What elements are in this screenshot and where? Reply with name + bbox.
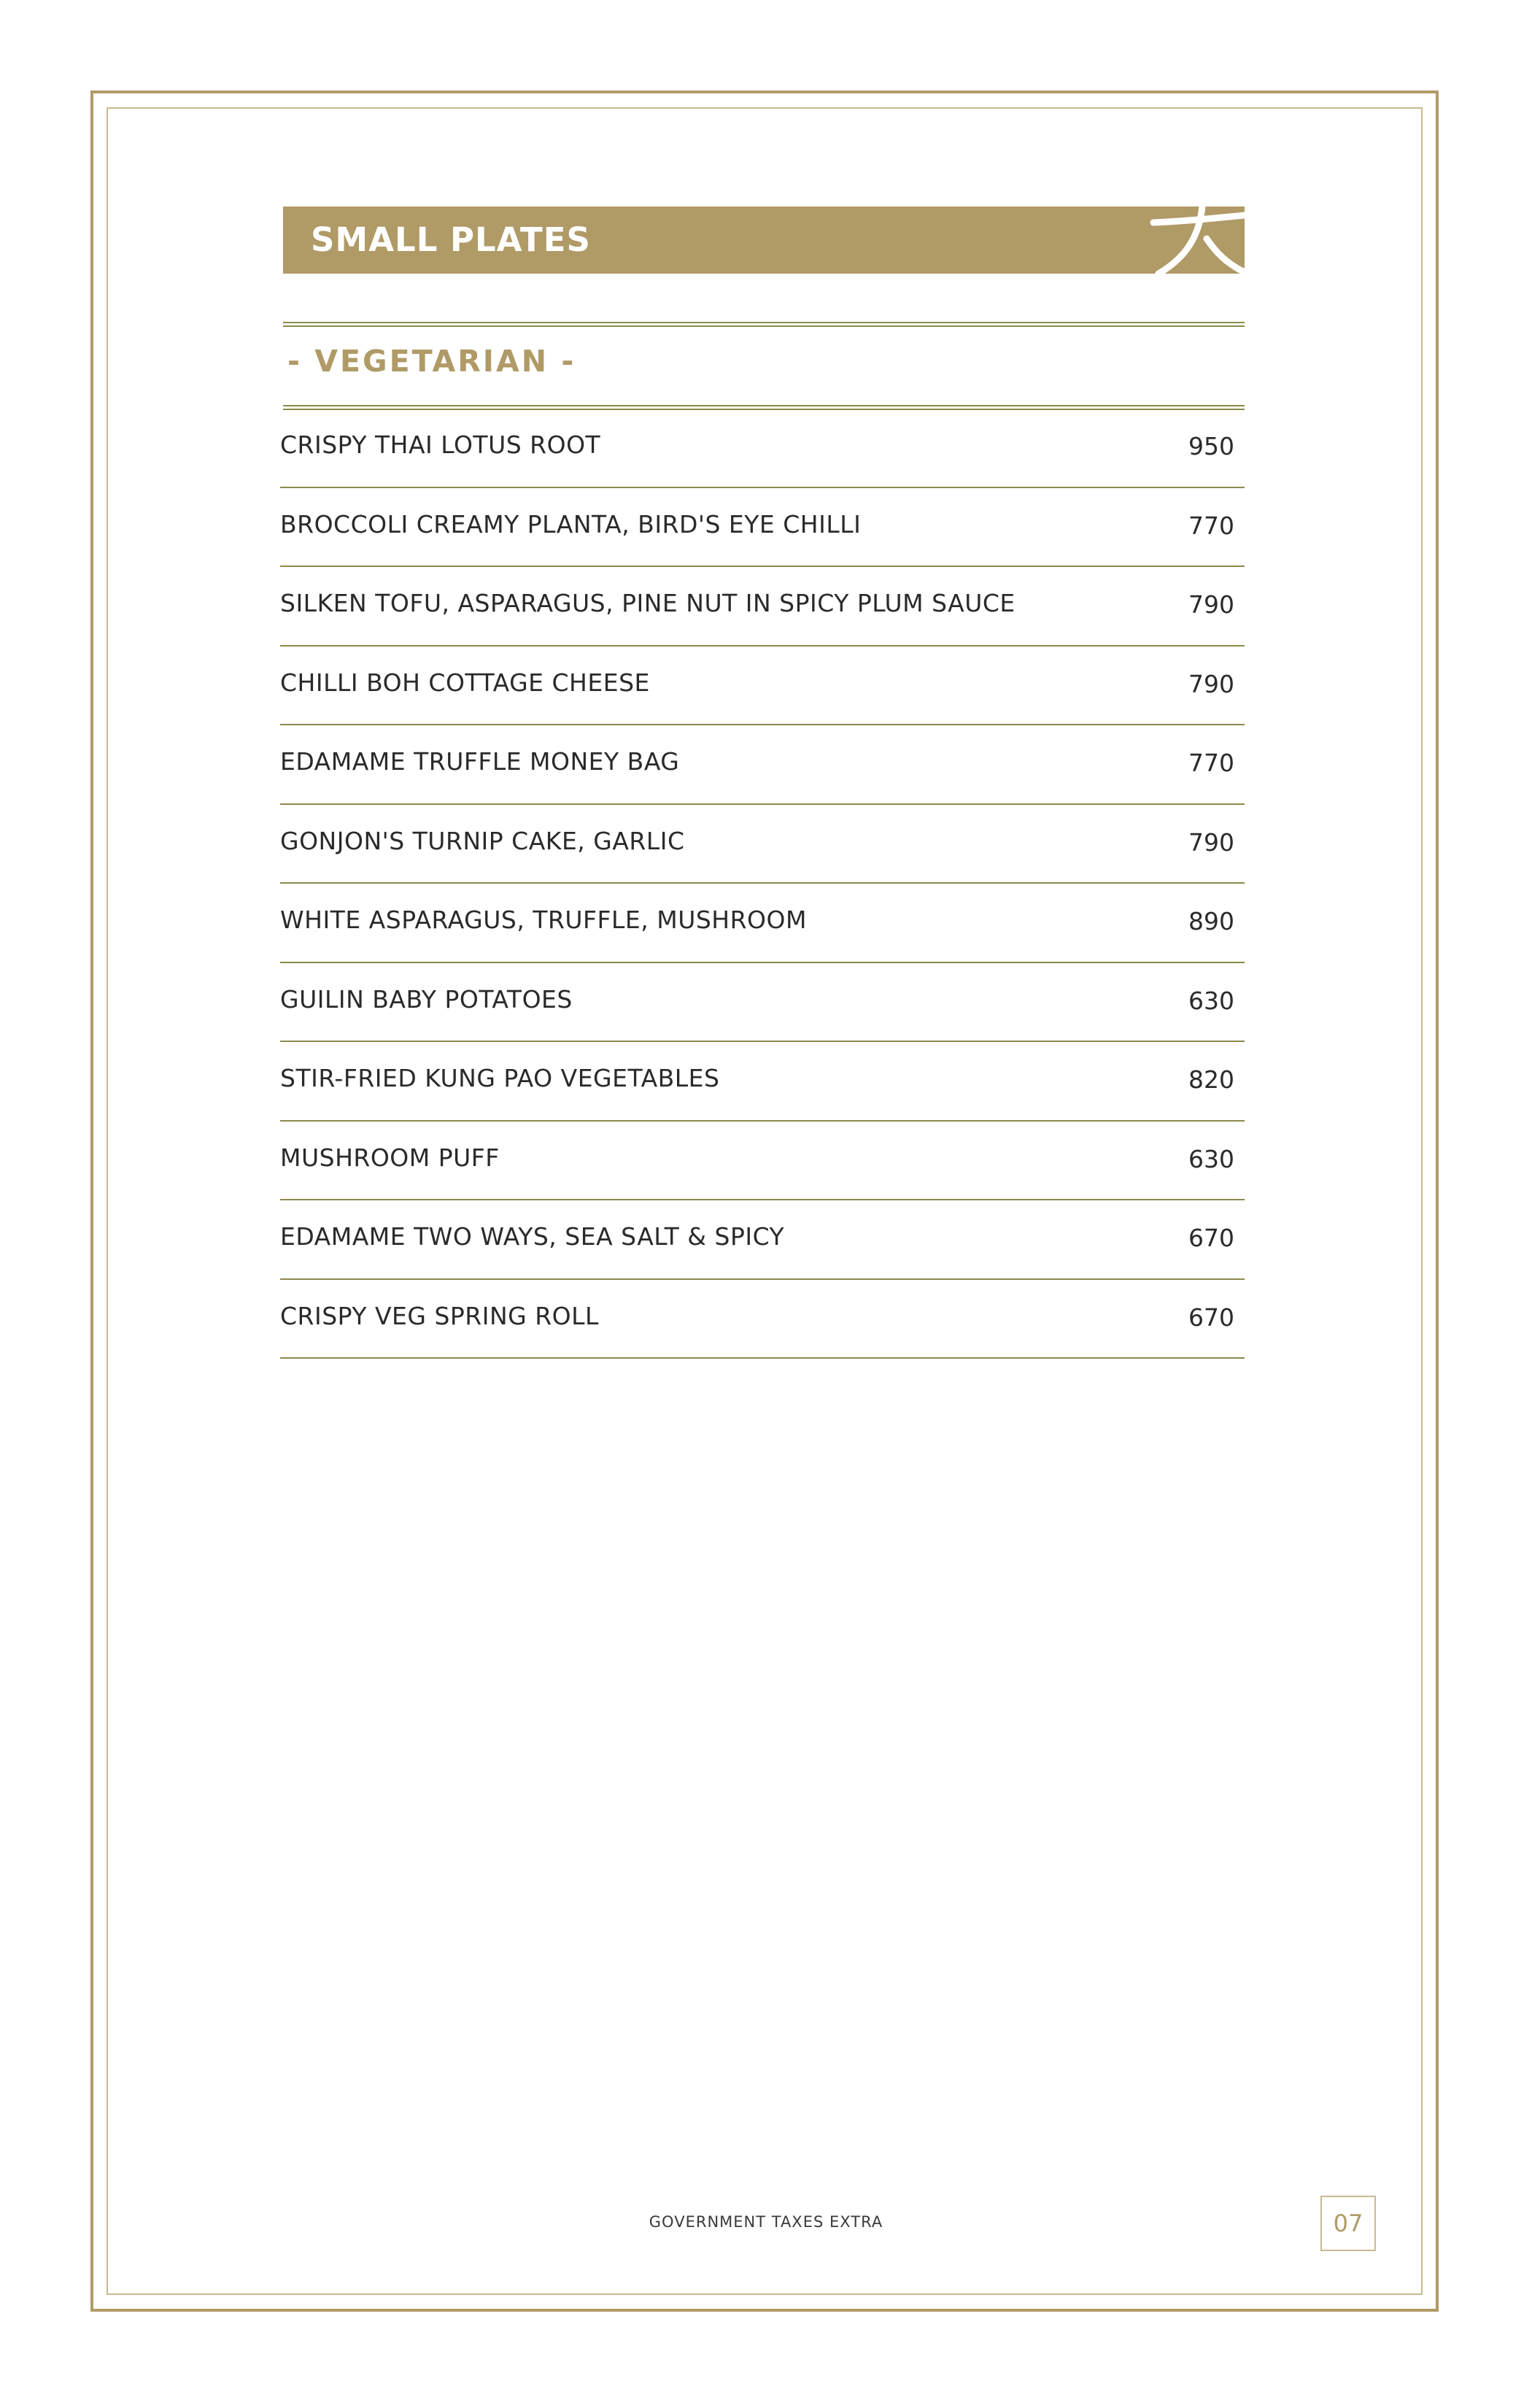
menu-item (280, 1122, 1245, 1201)
menu-item-price: 670 (1188, 1224, 1234, 1252)
menu-item (280, 1042, 1245, 1122)
menu-item-name: CHILLI BOH COTTAGE CHEESE (280, 668, 650, 697)
subsection-title: - VEGETARIAN - (287, 344, 576, 379)
menu-item-price: 790 (1188, 669, 1234, 698)
menu-item-name: SILKEN TOFU, ASPARAGUS, PINE NUT IN SPICY PLUM SAUCE (280, 589, 1015, 617)
menu-item (280, 884, 1245, 963)
menu-item-price: 670 (1188, 1303, 1234, 1332)
menu-item-name: GUILIN BABY POTATOES (280, 984, 573, 1014)
menu-item-price: 630 (1188, 1144, 1234, 1173)
menu-item-name: EDAMAME TWO WAYS, SEA SALT & SPICY (280, 1222, 785, 1251)
section-header-banner (283, 207, 1245, 274)
menu-item-price: 890 (1188, 907, 1234, 935)
menu-item-name: BROCCOLI CREAMY PLANTA, BIRD'S EYE CHILLI (280, 509, 862, 539)
menu-item (280, 805, 1245, 884)
menu-item-price: 820 (1188, 1065, 1234, 1094)
page-number: 07 (1320, 2196, 1376, 2251)
menu-item-price: 790 (1188, 590, 1234, 619)
menu-item (280, 409, 1245, 488)
menu-item (280, 1280, 1245, 1359)
menu-item-price: 770 (1188, 511, 1234, 540)
subsection-rule-top (283, 322, 1245, 327)
menu-item-name: CRISPY THAI LOTUS ROOT (280, 431, 601, 459)
menu-item (280, 1200, 1245, 1280)
taxes-note: GOVERNMENT TAXES EXTRA (649, 2213, 883, 2231)
menu-item-name: GONJON'S TURNIP CAKE, GARLIC (280, 826, 685, 855)
menu-item-name: CRISPY VEG SPRING ROLL (280, 1301, 599, 1330)
menu-item (280, 647, 1245, 726)
menu-item-list (280, 409, 1245, 1359)
menu-item-price: 950 (1188, 432, 1234, 460)
menu-item-price: 630 (1188, 986, 1234, 1015)
menu-item-price: 770 (1188, 749, 1234, 777)
menu-item (280, 725, 1245, 805)
chinese-character-da-icon (1135, 207, 1245, 274)
menu-item (280, 567, 1245, 647)
section-title: SMALL PLATES (311, 220, 591, 259)
menu-item-name: EDAMAME TRUFFLE MONEY BAG (280, 747, 680, 776)
menu-item-name: WHITE ASPARAGUS, TRUFFLE, MUSHROOM (280, 906, 807, 934)
menu-item-name: MUSHROOM PUFF (280, 1143, 500, 1172)
menu-item (280, 963, 1245, 1043)
menu-item-name: STIR-FRIED KUNG PAO VEGETABLES (280, 1064, 720, 1092)
menu-item-price: 790 (1188, 827, 1234, 857)
menu-item (280, 488, 1245, 568)
